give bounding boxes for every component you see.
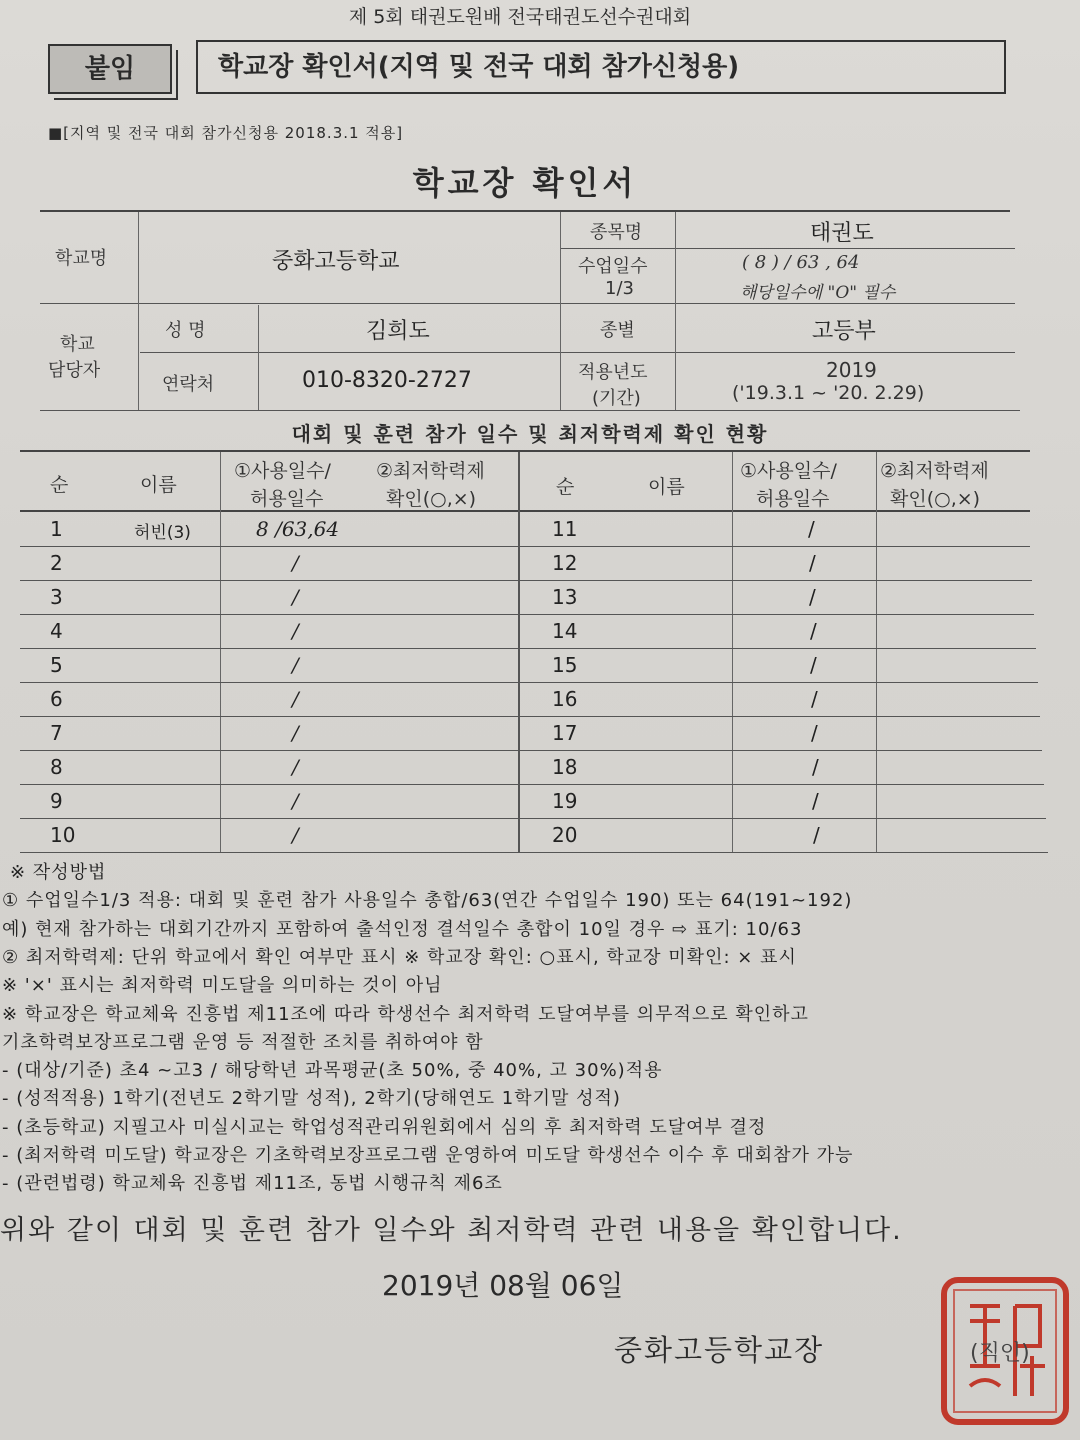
table-row-days: / [812,755,819,779]
table-divider [220,452,221,852]
info-divider [138,212,139,410]
table-row-days: / [292,721,299,745]
manager-name: 김희도 [366,319,430,344]
col-days-left-2: 허용일수 [250,488,324,510]
instruction-line: ※ 작성방법 [10,862,107,883]
table-row-line [20,750,1042,751]
info-divider [560,212,561,410]
table-divider [732,452,733,852]
table-row-no: 17 [552,721,578,745]
manager-label-2: 담당자 [48,360,101,381]
year-label-period: (기간) [592,388,641,409]
attachment-label-text: 붙임 [84,54,136,84]
table-row-days: / [812,789,819,813]
table-row-no: 4 [50,619,63,643]
school-name: 중화고등학교 [272,249,400,274]
table-row-no: 19 [552,789,578,813]
table-row-days: / [292,755,299,779]
table-row-no: 11 [552,517,578,541]
year-label: 적용년도 [578,362,648,383]
table-row-days: / [292,789,299,813]
year-value: 2019 [826,358,877,382]
table-row-line [20,648,1036,649]
table-center-divider [518,452,520,852]
name-label: 성 명 [165,320,206,341]
table-row-line [20,682,1038,683]
category-label: 종별 [600,320,635,341]
main-title: 학교장 확인서 [412,164,638,202]
instruction-line: - (대상/기준) 초4 ~고3 / 해당학년 과목평균(초 50%, 중 40%, 고 30%)적용 [2,1060,663,1082]
table-row-no: 7 [50,721,63,745]
col-check-right: ②최저학력제 [880,460,989,482]
table-row-line [20,614,1034,615]
table-row-no: 1 [50,517,63,541]
instruction-line: - (최저학력 미도달) 학교장은 기초학력보장프로그램 운영하여 미도달 학생선수 이수 후 대회참가 가능 [2,1145,854,1166]
col-days-right-2: 허용일수 [756,488,830,510]
class-days-label-fraction: 1/3 [605,278,634,299]
table-row-days: / [292,687,299,711]
table-row-no: 2 [50,551,63,575]
instruction-line: - (관련법령) 학교체육 진흥법 제11조, 동법 시행규칙 제6조 [2,1173,503,1195]
table-row-no: 10 [50,823,76,847]
table-row-line [20,580,1032,581]
instruction-line: ① 수업일수1/3 적용: 대회 및 훈련 참가 사용일수 총합/63(연간 수업일수 190) 또는 64(191~192) [2,890,853,912]
info-divider [258,305,259,410]
table-row-days: / [809,585,816,609]
col-check-right-2: 확인(○,×) [890,488,981,510]
table-row-days: / [810,653,817,677]
table-row-no: 15 [552,653,578,677]
table-row-no: 13 [552,585,578,609]
attachment-label [48,44,172,94]
col-no-left: 순 [50,474,69,496]
class-days-label: 수업일수 [578,256,648,277]
table-row-line [20,818,1046,819]
school-label: 학교명 [55,248,108,269]
instruction-line: ② 최저학력제: 단위 학교에서 확인 여부만 표시 ※ 학교장 확인: ○표시, 학교장 미확인: × 표시 [2,946,797,968]
table-row-days: / [292,823,299,847]
table-row-no: 5 [50,653,63,677]
class-days-note: 해당일수에 "O" 필수 [740,283,896,303]
table-row-no: 12 [552,551,578,575]
table-row-days: 8 /63,64 [256,517,340,541]
table-row-line [20,716,1040,717]
table-row-line [20,546,1030,547]
info-line [560,248,1015,249]
col-days-left: ①사용일수/ [234,460,331,482]
table-row-days: / [811,687,818,711]
table-row-days: / [292,585,299,609]
seal-text: (직인) [970,1341,1030,1366]
period-value: ('19.3.1 ~ '20. 2.29) [732,382,925,404]
table-row-no: 20 [552,823,578,847]
competition-title: 제 5회 태권도원배 전국태권도선수권대회 [348,6,692,28]
manager-label: 학교 [60,334,95,355]
confirm-statement: 위와 같이 대회 및 훈련 참가 일수와 최저학력 관련 내용을 확인합니다. [0,1215,903,1246]
table-row-days: / [292,619,299,643]
principal-name: 중화고등학교장 [614,1333,825,1367]
table-row-days: / [292,653,299,677]
info-line [40,303,1015,304]
col-name-left: 이름 [140,474,177,496]
table-row-days: / [292,551,299,575]
contact-value: 010-8320-2727 [302,368,472,393]
table-row-days: / [813,823,820,847]
instruction-line: - (성적적용) 1학기(전년도 2학기말 성적), 2학기(당해연도 1학기말 성적) [2,1088,621,1110]
col-days-right: ①사용일수/ [740,460,837,482]
info-line [560,352,1015,353]
col-name-right: 이름 [648,476,685,498]
col-no-right: 순 [556,476,575,498]
instruction-line: - (초등학교) 지필고사 미실시교는 학업성적관리위원회에서 심의 후 최저학력 도달여부 결정 [2,1116,767,1138]
category-value: 고등부 [812,319,876,344]
event-label: 종목명 [590,222,643,243]
event-value: 태권도 [810,221,874,246]
instruction-line: ※ 학교장은 학교체육 진흥법 제11조에 따라 학생선수 최저학력 도달여부를 의무적으로 확인하고 [2,1003,809,1025]
col-check-left-2: 확인(○,×) [386,488,477,510]
table-row-line [20,784,1044,785]
table-row-no: 9 [50,789,63,813]
table-row-no: 6 [50,687,63,711]
table-divider [876,452,877,852]
info-line [40,410,1020,411]
application-note: ■[지역 및 전국 대회 참가신청용 2018.3.1 적용] [48,124,404,142]
table-row-no: 14 [552,619,578,643]
col-check-left: ②최저학력제 [376,460,485,482]
info-top-border [40,210,1010,212]
table-row-no: 16 [552,687,578,711]
table-row-name: 허빈(3) [134,523,191,543]
info-divider [675,212,676,410]
info-line [140,352,560,353]
form-title: 학교장 확인서(지역 및 전국 대회 참가신청용) [196,40,1006,94]
instruction-line: 예) 현재 참가하는 대회기간까지 포함하여 출석인정 결석일수 총합이 10일 경우 ⇨ 표기: 10/63 [2,918,803,940]
table-header-border [20,510,1030,512]
table-row-line [20,852,1048,853]
table-row-days: / [809,551,816,575]
table-row-no: 8 [50,755,63,779]
table-row-no: 3 [50,585,63,609]
table-row-days: / [810,619,817,643]
table-row-days: / [811,721,818,745]
table-top-border [20,450,1030,452]
table-section-title: 대회 및 훈련 참가 일수 및 최저학력제 확인 현황 [291,422,769,446]
instruction-line: ※ '×' 표시는 최저학력 미도달을 의미하는 것이 아님 [2,975,443,997]
table-row-no: 18 [552,755,578,779]
instruction-line: 기초학력보장프로그램 운영 등 적절한 조치를 취하여야 함 [2,1031,484,1053]
table-row-days: / [808,517,815,541]
class-days-value: ( 8 ) / 63 , 64 [742,252,860,273]
issue-date: 2019년 08월 06일 [382,1269,624,1302]
contact-label: 연락처 [162,374,215,395]
